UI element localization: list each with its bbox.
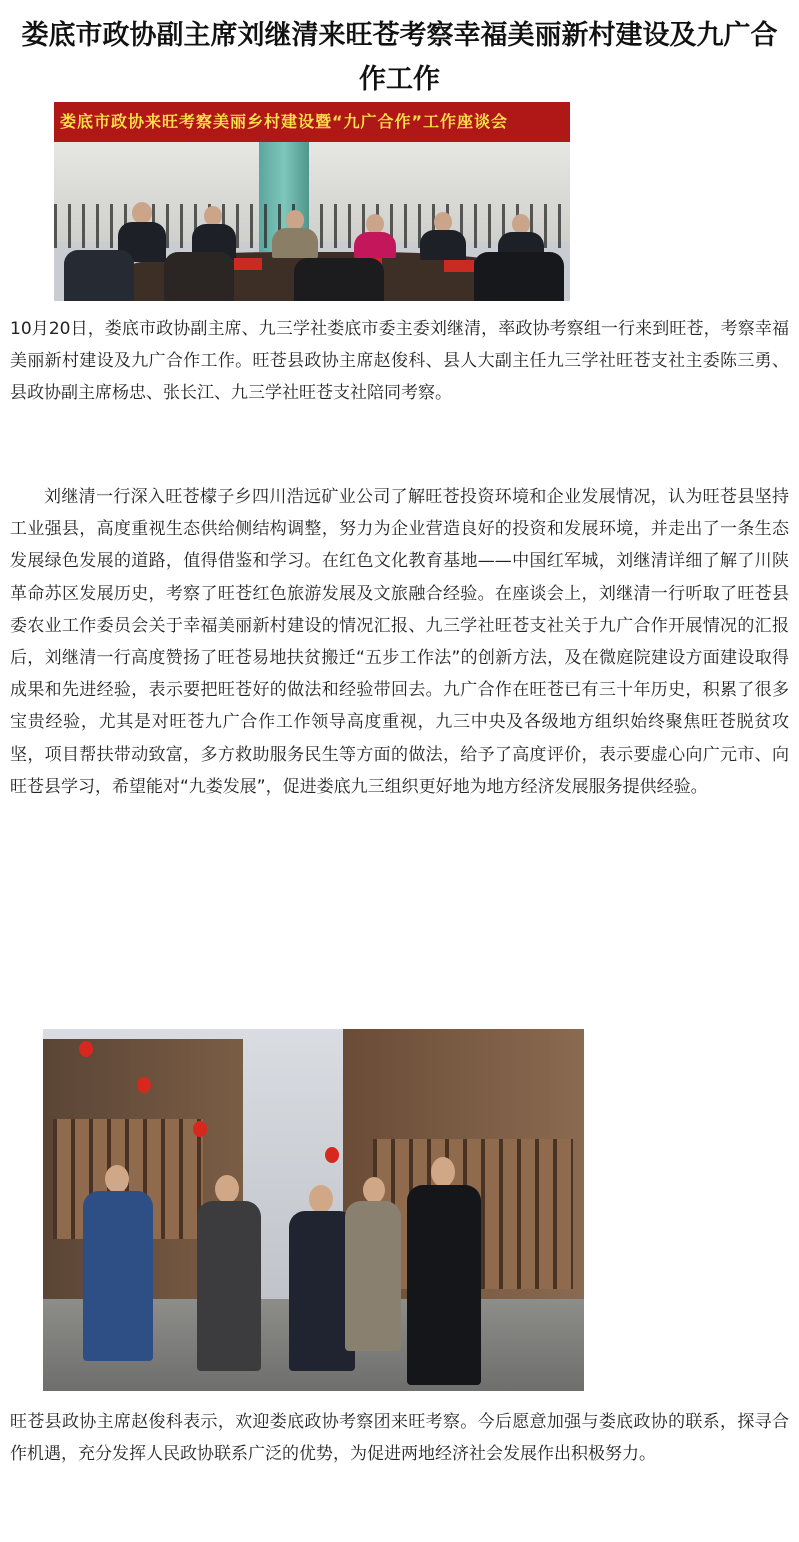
attendee-head — [132, 202, 152, 224]
foreground-attendee — [294, 258, 384, 301]
attendee-head — [434, 212, 452, 232]
visitor — [83, 1191, 153, 1361]
paragraph-3: 旺苍县政协主席赵俊科表示，欢迎娄底政协考察团来旺考察。今后愿意加强与娄底政协的联系，探寻合作机遇，充分发挥人民政协联系广泛的优势，为促进两地经济社会发展作出积极努力。 — [10, 1412, 789, 1465]
red-lantern — [79, 1041, 93, 1057]
visitor — [197, 1201, 261, 1371]
paragraph-1: 10月20日，娄底市政协副主席、九三学社娄底市委主委刘继清，率政协考察组一行来到旺苍，考察幸福美丽新村建设及九广合作工作。旺苍县政协主席赵俊科、县人大副主任九三学社旺苍支社主委陈三勇、县政协副主席杨忠、张长江、九三学社旺苍支社陪同考察。 — [10, 319, 789, 404]
meeting-railing-left — [54, 204, 304, 248]
foreground-attendee — [64, 250, 134, 301]
nameplate — [234, 258, 262, 270]
attendee — [420, 230, 466, 260]
attendee-head — [204, 206, 222, 226]
attendee — [272, 228, 318, 258]
meeting-photo — [54, 102, 570, 301]
visitor-head — [363, 1177, 385, 1203]
visitor-head — [215, 1175, 239, 1203]
nameplate — [444, 260, 474, 272]
tour-guide — [407, 1185, 481, 1385]
attendee — [354, 232, 396, 258]
red-lantern — [325, 1147, 339, 1163]
visitor-head — [105, 1165, 129, 1193]
attendee-head — [366, 214, 384, 234]
foreground-attendee — [474, 252, 564, 301]
attendee-head — [286, 210, 304, 230]
visitor-head — [309, 1185, 333, 1213]
red-lantern — [193, 1121, 207, 1137]
paragraph-2: 刘继清一行深入旺苍檬子乡四川浩远矿业公司了解旺苍投资环境和企业发展情况，认为旺苍县坚持工业强县，高度重视生态供给侧结构调整，努力为企业营造良好的投资和发展环境，并走出了一条生态发展绿色发展的道路，值得借鉴和学习。在红色文化教育基地——中国红军城，刘继清详细了解了川陕革命苏区发展历史，考察了旺苍红色旅游发展及文旅融合经验。在座谈会上，刘继清一行听取了旺苍县委农业工作委员会关于幸福美丽新村建设的情况汇报、九三学社旺苍支社关于九广合作开展情况的汇报后，刘继清一行高度赞扬了旺苍易地扶贫搬迁“五步工作法”的创新方法，及在微庭院建设方面建设取得成果和先进经验，表示要把旺苍好的做法和经验带回去。九广合作在旺苍已有三十年历史，积累了很多宝贵经验，尤其是对旺苍九广合作工作领导高度重视，九三中央及各级地方组织始终聚焦旺苍脱贫攻坚，项目帮扶带动致富，多方救助服务民生等方面的做法，给予了高度评价，表示要虚心向广元市、向旺苍县学习，希望能对“九娄发展”，促进娄底九三组织更好地为地方经济发展服务提供经验。 — [10, 487, 789, 797]
meeting-banner — [54, 102, 570, 142]
guide-head — [431, 1157, 455, 1187]
meeting-banner-text: 娄底市政协来旺考察美丽乡村建设暨“九广合作”工作座谈会 — [60, 112, 509, 131]
attendee-head — [512, 214, 530, 234]
foreground-attendee — [164, 252, 234, 301]
street-visit-photo — [43, 1029, 584, 1391]
red-lantern — [137, 1077, 151, 1093]
article-title: 娄底市政协副主席刘继清来旺苍考察幸福美丽新村建设及九广合作工作 — [21, 20, 778, 95]
visitor — [345, 1201, 401, 1351]
